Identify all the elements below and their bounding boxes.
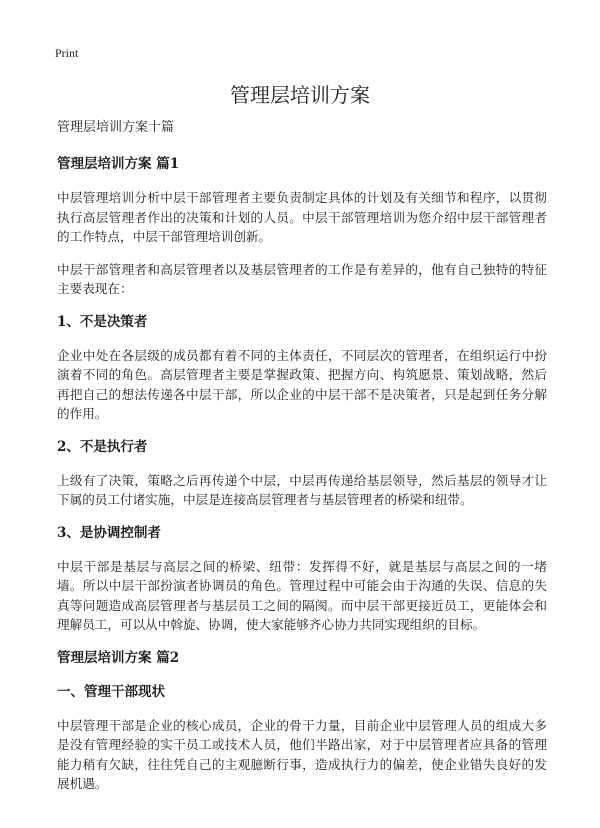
subsection-heading: 1、不是决策者 bbox=[57, 313, 148, 330]
paragraph: 中层管理培训分析中层干部管理者主要负责制定具体的计划及有关细节和程序，以贯彻执行高层管理者作出的决策和计划的人员。中层干部管理培训为您介绍中层干部管理者的工作特点，中层干部管理培训创新。 bbox=[57, 190, 547, 244]
paragraph: 企业中处在各层级的成员都有着不同的主体责任，不同层次的管理者，在组织运行中扮演着不同的角色。高层管理者主要是掌握政策、把握方向、构筑愿景、策划战略，然后再把自己的想法传递各中层干部，所以企业的中层干部不是决策者，只是起到任务分解的作用。 bbox=[57, 347, 547, 421]
subtitle: 管理层培训方案十篇 bbox=[57, 120, 175, 135]
paragraph: 上级有了决策，策略之后再传递个中层，中层再传递给基层领导，然后基层的领导才让下属的员工付诸实施，中层是连接高层管理者与基层管理者的桥梁和纽带。 bbox=[57, 472, 547, 507]
section-heading: 管理层培训方案 篇2 bbox=[57, 649, 180, 666]
subsection-heading: 2、不是执行者 bbox=[57, 438, 148, 455]
document-body bbox=[57, 118, 547, 807]
paragraph: 中层干部是基层与高层之间的桥梁、纽带：发挥得不好，就是基层与高层之间的一堵墙。所以中层干部扮演者协调员的角色。管理过程中可能会由于沟通的失误、信息的失真等问题造成高层管理者与基层员工之间的隔阂。而中层干部更接近员工，更能体会和理解员工，可以从中斡旋、协调，使大家能够齐心协力共同实现组织的目标。 bbox=[57, 558, 547, 632]
subsection-heading: 3、是协调控制者 bbox=[57, 524, 161, 541]
subsection-heading: 一、管理干部现状 bbox=[57, 683, 165, 700]
page-title: 管理层培训方案 bbox=[230, 83, 370, 107]
section-heading: 管理层培训方案 篇1 bbox=[57, 156, 180, 172]
print-link[interactable]: Print bbox=[55, 46, 79, 60]
paragraph: 中层干部管理者和高层管理者以及基层管理者的工作是有差异的，他有自己独特的特征主要表现在： bbox=[57, 261, 547, 296]
paragraph: 中层管理干部是企业的核心成员，企业的骨干力量，目前企业中层管理人员的组成大多是没有管理经验的实干员工或技术人员，他们半路出家，对于中层管理者应具备的管理能力稍有欠缺，往往凭自己的主观臆断行事，造成执行力的偏差，使企业错失良好的发展机遇。 bbox=[57, 717, 547, 791]
